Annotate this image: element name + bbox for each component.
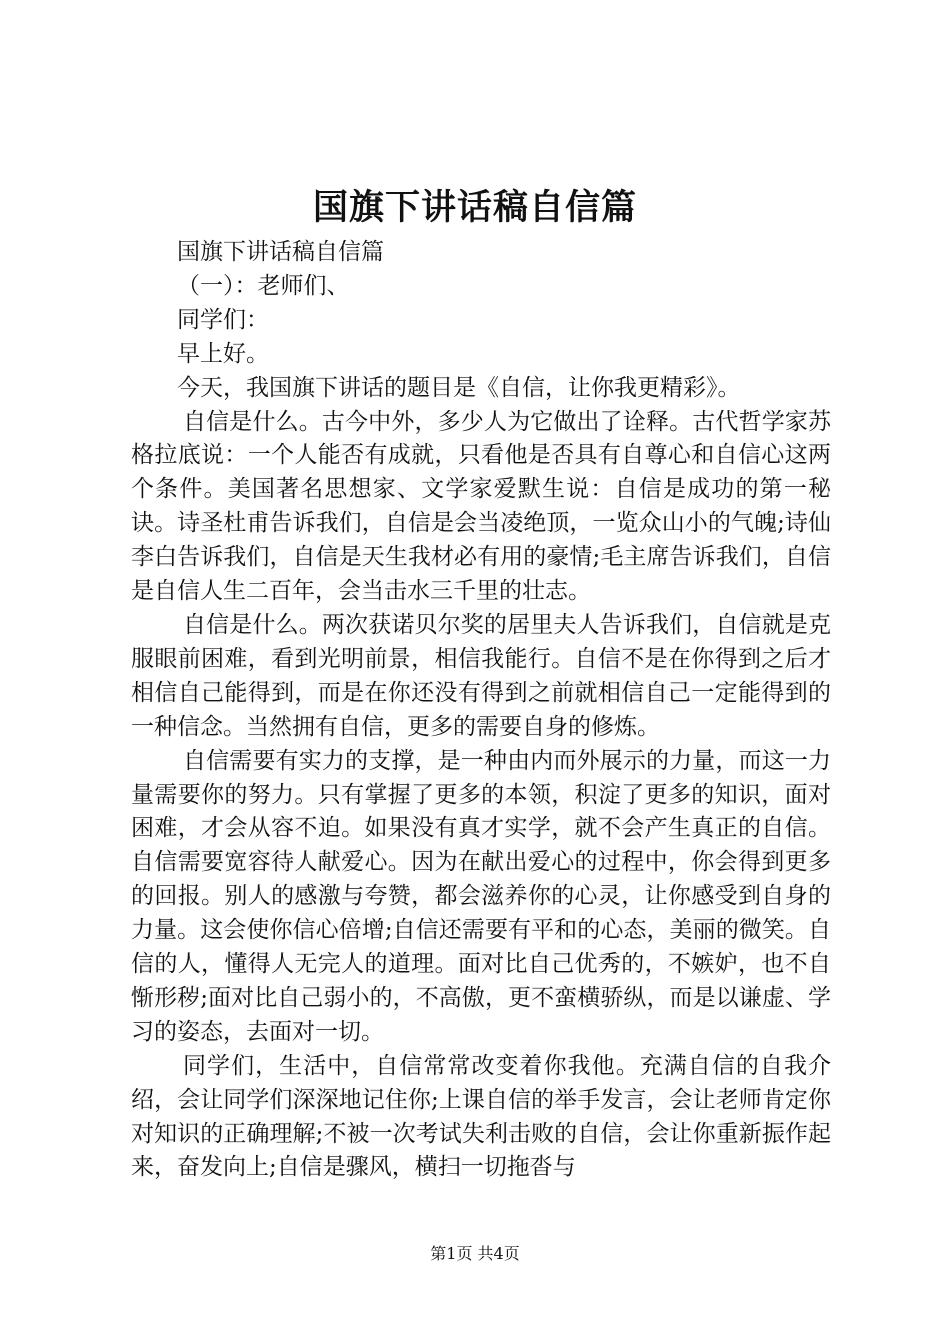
page-footer: 第1页 共4页: [430, 1244, 520, 1263]
greeting-line-1: （一）：老师们、: [177, 272, 350, 299]
greeting-line-2: 同学们：: [177, 306, 269, 333]
document-title: 国旗下讲话稿自信篇: [312, 187, 637, 228]
body-paragraph-4: 同学们，生活中，自信常常改变着你我他。充满自信的自我介绍，会让同学们深深地记住你;上课自信的举手发言，会让老师肯定你对知识的正确理解;不被一次考试失利击败的自信，会让你重新振作起来，奋发向上;自信是骤风，横扫一切拖沓与: [131, 1052, 831, 1181]
body-paragraph-3: 自信需要有实力的支撑，是一种由内而外展示的力量，而这一力量需要你的努力。只有掌握了更多的本领，积淀了更多的知识，面对困难，才会从容不迫。如果没有真才实学，就不会产生真正的自信。自信需要宽容待人献爱心。因为在献出爱心的过程中，你会得到更多的回报。别人的感激与夸赞，都会滋养你的心灵，让你感受到自身的力量。这会使你信心倍增;自信还需要有平和的心态，美丽的微笑。自信的人，懂得人无完人的道理。面对比自己优秀的，不嫉妒，也不自惭形秽;面对比自己弱小的，不高傲，更不蛮横骄纵，而是以谦虚、学习的姿态，去面对一切。: [131, 747, 831, 1045]
body-paragraph-2: 自信是什么。两次获诺贝尔奖的居里夫人告诉我们，自信就是克服眼前困难，看到光明前景，相信我能行。自信不是在你得到之后才相信自己能得到，而是在你还没有得到之前就相信自己一定能得到的一种信念。当然拥有自信，更多的需要自身的修炼。: [131, 611, 831, 740]
intro-line: 今天，我国旗下讲话的题目是《自信，让你我更精彩》。: [177, 374, 741, 401]
body-paragraph-1: 自信是什么。古今中外，多少人为它做出了诠释。古代哲学家苏格拉底说：一个人能否有成就，只看他是否具有自尊心和自信心这两个条件。美国著名思想家、文学家爱默生说：自信是成功的第一秘诀。诗圣杜甫告诉我们，自信是会当凌绝顶，一览众山小的气魄;诗仙李白告诉我们，自信是天生我材必有用的豪情;毛主席告诉我们，自信是自信人生二百年，会当击水三千里的壮志。: [131, 408, 831, 605]
document-body: [131, 236, 831, 1185]
greeting-line-3: 早上好。: [177, 340, 269, 367]
subtitle-line: 国旗下讲话稿自信篇: [177, 239, 384, 265]
